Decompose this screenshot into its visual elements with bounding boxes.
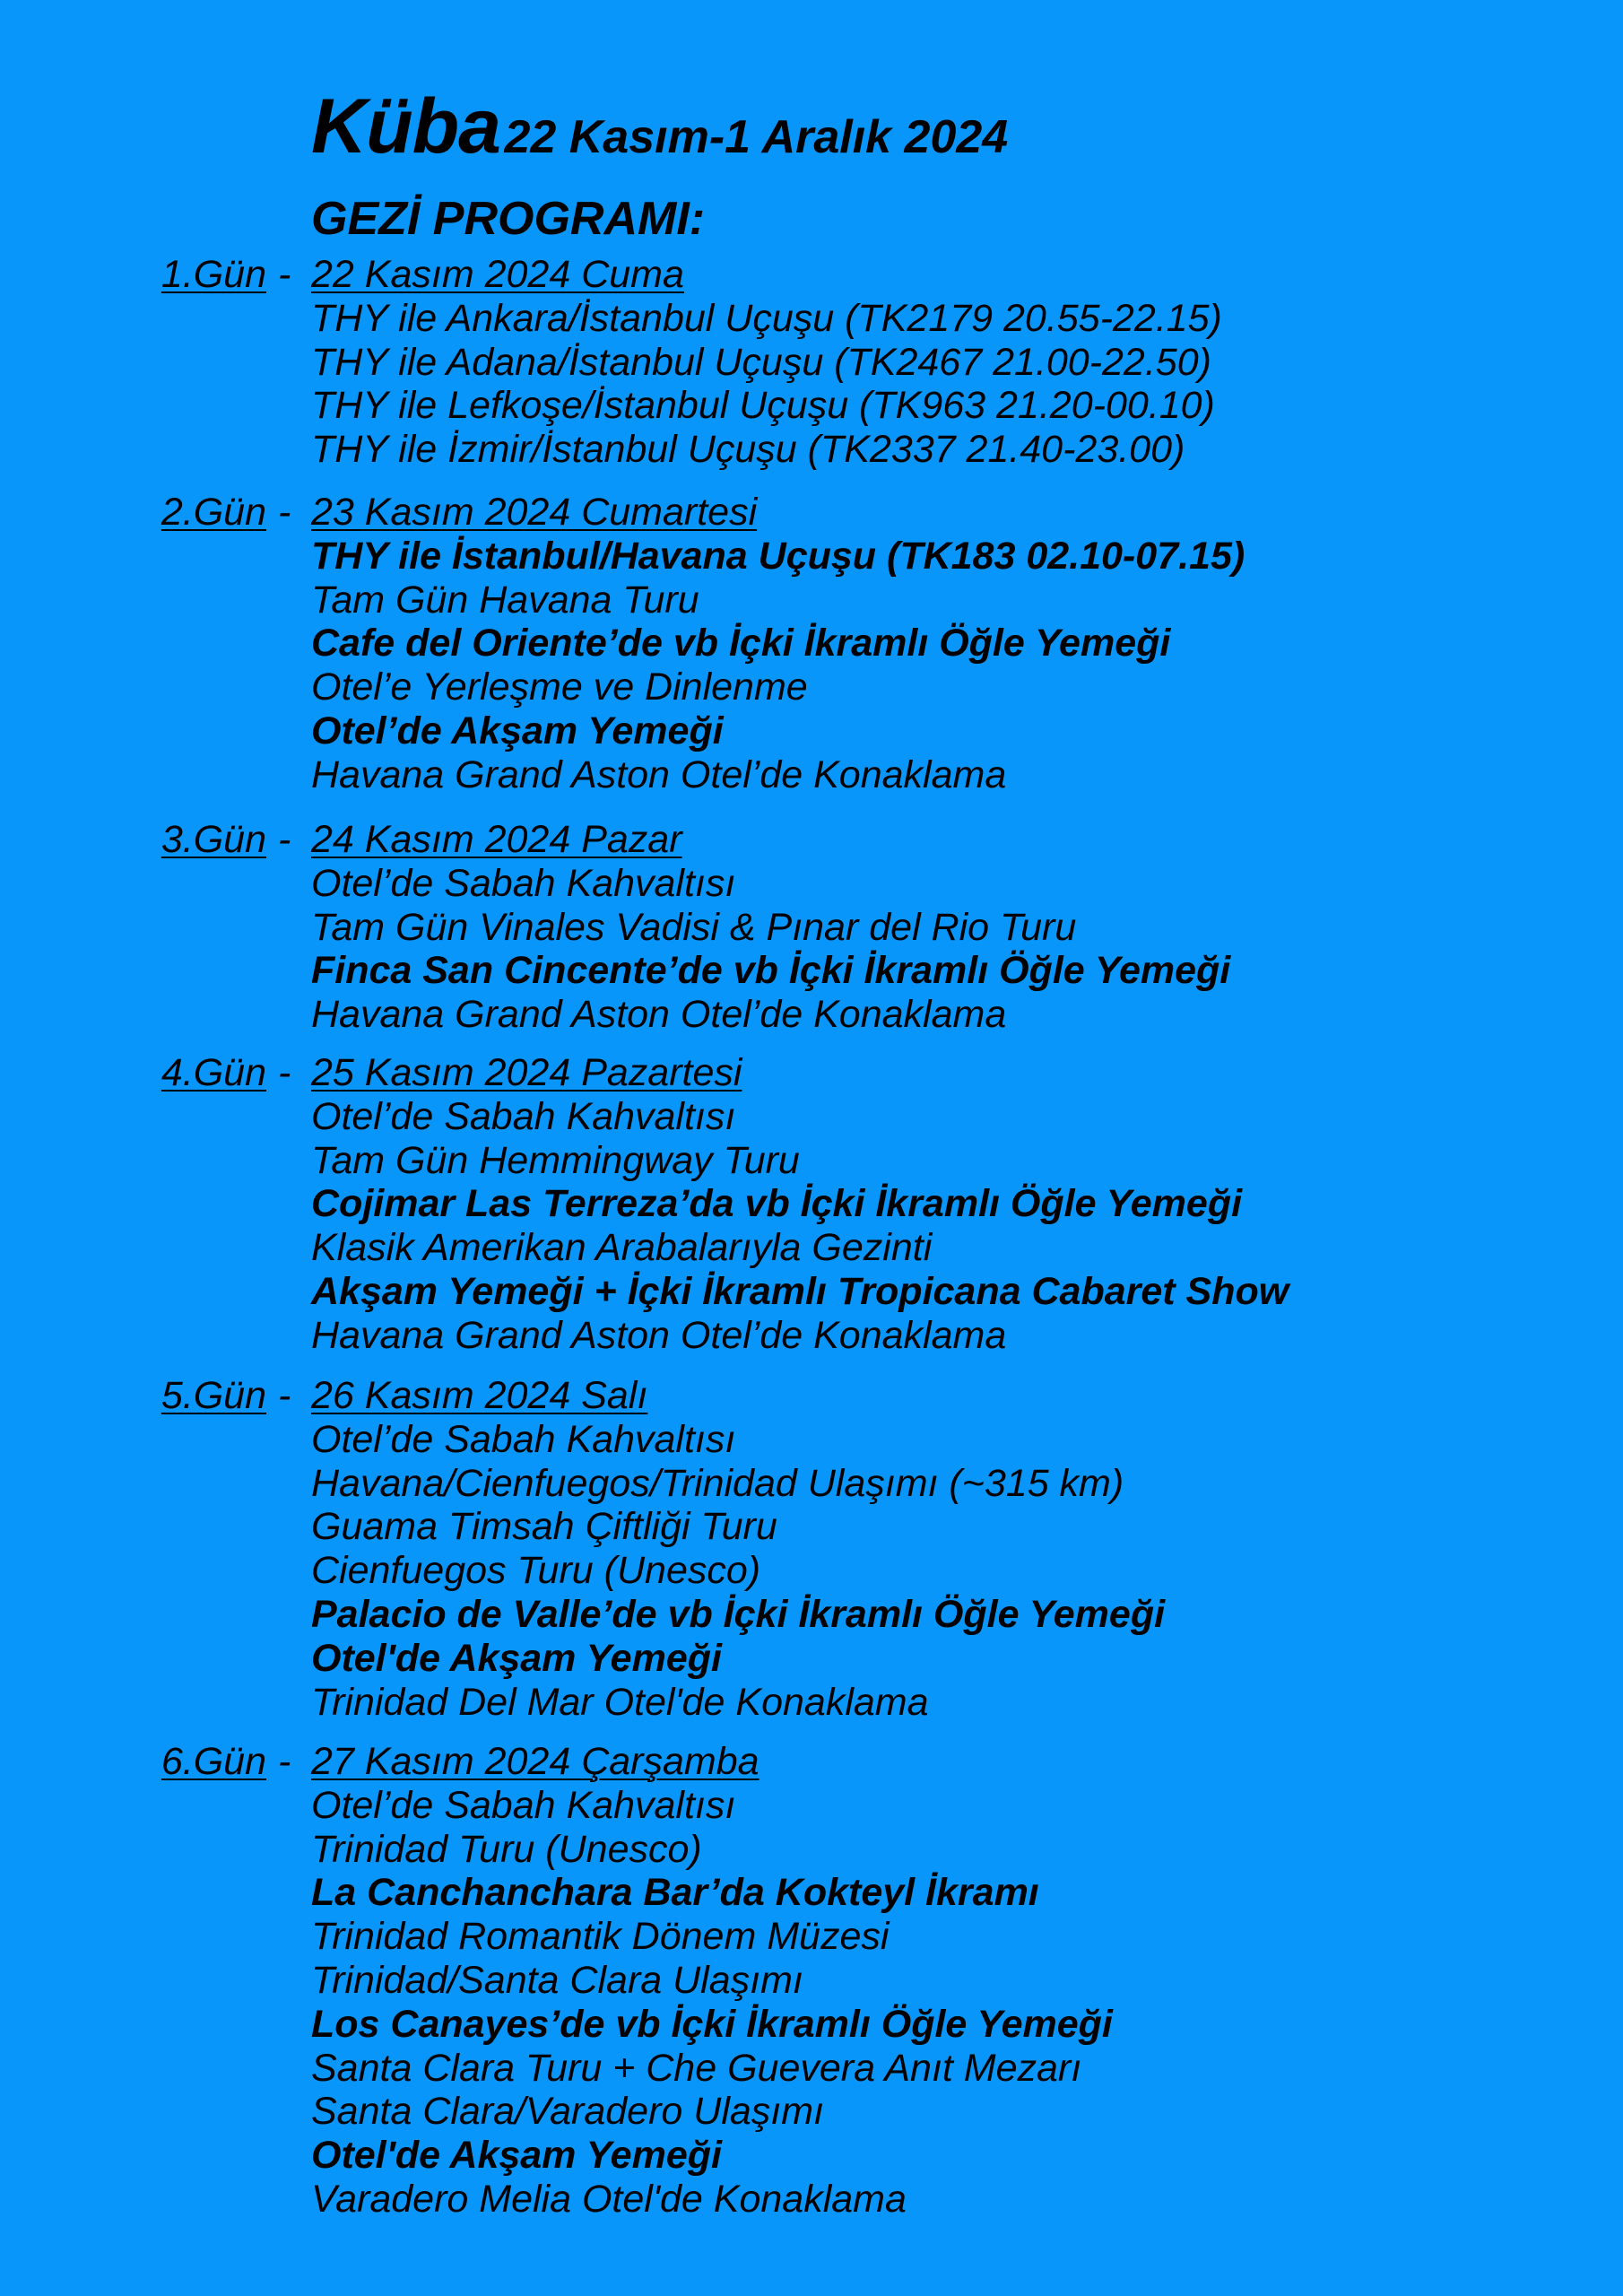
page-title [311,83,1008,171]
itinerary-item: Cafe del Oriente’de vb İçki İkramlı Öğle Yemeği [311,622,1171,665]
day-label: 1.Gün [161,253,266,296]
itinerary-item: Akşam Yemeği + İçki İkramlı Tropicana Cabaret Show [311,1269,1289,1313]
itinerary-item: Otel’e Yerleşme ve Dinlenme [311,665,808,709]
day-date: 25 Kasım 2024 Pazartesi [311,1051,742,1094]
itinerary-item: Trinidad/Santa Clara Ulaşımı [311,1958,803,2002]
itinerary-item: Guama Timsah Çiftliği Turu [311,1505,777,1549]
itinerary-item: THY ile Ankara/İstanbul Uçuşu (TK2179 20.55-22.15) [311,296,1222,340]
itinerary-item: THY ile Lefkoşe/İstanbul Uçuşu (TK963 21.20-00.10) [311,384,1215,428]
itinerary-item: Otel'de Akşam Yemeği [311,2134,722,2178]
itinerary-item: Trinidad Romantik Dönem Müzesi [311,1915,890,1959]
day-block [0,818,1623,1037]
itinerary-item: Otel’de Sabah Kahvaltısı [311,1094,736,1138]
day-dash: - [278,491,291,534]
day-block [0,1051,1623,1358]
day-label: 4.Gün [161,1051,266,1094]
day-date: 27 Kasım 2024 Çarşamba [311,1740,759,1783]
program-heading: GEZİ PROGRAMI: [311,193,706,245]
itinerary-item: Santa Clara Turu + Che Guevera Anıt Mezarı [311,2046,1082,2090]
itinerary-item: THY ile İzmir/İstanbul Uçuşu (TK2337 21.40-23.00) [311,428,1185,472]
day-dash: - [278,1374,291,1417]
day-heading [0,1374,1623,1418]
itinerary-item: THY ile Adana/İstanbul Uçuşu (TK2467 21.00-22.50) [311,340,1211,384]
day-date: 24 Kasım 2024 Pazar [311,818,682,861]
day-label: 6.Gün [161,1740,266,1783]
day-heading [0,491,1623,535]
day-label: 2.Gün [161,491,266,534]
itinerary-item: Otel’de Akşam Yemeği [311,709,724,752]
itinerary-item: Cienfuegos Turu (Unesco) [311,1549,761,1593]
itinerary-item: Otel'de Akşam Yemeği [311,1636,722,1680]
day-heading [0,253,1623,297]
day-label: 5.Gün [161,1374,266,1417]
itinerary-item: Tam Gün Havana Turu [311,578,699,622]
itinerary-item: Trinidad Del Mar Otel'de Konaklama [311,1680,929,1724]
day-dash: - [278,1051,291,1094]
day-heading [0,1051,1623,1095]
itinerary-item: Otel’de Sabah Kahvaltısı [311,1417,736,1461]
itinerary-item: Otel’de Sabah Kahvaltısı [311,1783,736,1827]
itinerary-item: Cojimar Las Terreza’da vb İçki İkramlı Öğle Yemeği [311,1182,1243,1226]
day-date: 23 Kasım 2024 Cumartesi [311,491,758,534]
itinerary-item: THY ile İstanbul/Havana Uçuşu (TK183 02.10-07.15) [311,534,1245,578]
day-block [0,1740,1623,2222]
itinerary-item: Havana/Cienfuegos/Trinidad Ulaşımı (~315 km) [311,1461,1124,1505]
title-dates: 22 Kasım-1 Aralık 2024 [504,111,1009,163]
day-heading [0,818,1623,862]
itinerary-item: Tam Gün Hemmingway Turu [311,1138,800,1182]
itinerary-item: Havana Grand Aston Otel’de Konaklama [311,993,1007,1037]
itinerary-item: Los Canayes’de vb İçki İkramlı Öğle Yemeği [311,2002,1113,2046]
day-date: 22 Kasım 2024 Cuma [311,253,684,296]
title-main: Küba [311,83,500,170]
itinerary-item: Varadero Melia Otel'de Konaklama [311,2177,907,2221]
itinerary-item: La Canchanchara Bar’da Kokteyl İkramı [311,1871,1039,1915]
itinerary-item: Klasik Amerikan Arabalarıyla Gezinti [311,1226,933,1270]
itinerary-item: Tam Gün Vinales Vadisi & Pınar del Rio Turu [311,905,1077,949]
itinerary-item: Santa Clara/Varadero Ulaşımı [311,2090,824,2134]
itinerary-item: Havana Grand Aston Otel’de Konaklama [311,752,1007,796]
itinerary-item: Finca San Cincente’de vb İçki İkramlı Öğle Yemeği [311,949,1231,993]
itinerary-item: Otel’de Sabah Kahvaltısı [311,861,736,905]
day-block [0,1374,1623,1724]
day-dash: - [278,1740,291,1783]
itinerary-item: Havana Grand Aston Otel’de Konaklama [311,1313,1007,1357]
day-block [0,253,1623,472]
day-dash: - [278,818,291,861]
day-label: 3.Gün [161,818,266,861]
day-dash: - [278,253,291,296]
itinerary-item: Trinidad Turu (Unesco) [311,1827,702,1871]
day-heading [0,1740,1623,1784]
itinerary-item: Palacio de Valle’de vb İçki İkramlı Öğle Yemeği [311,1592,1166,1636]
day-block [0,491,1623,797]
day-date: 26 Kasım 2024 Salı [311,1374,648,1417]
